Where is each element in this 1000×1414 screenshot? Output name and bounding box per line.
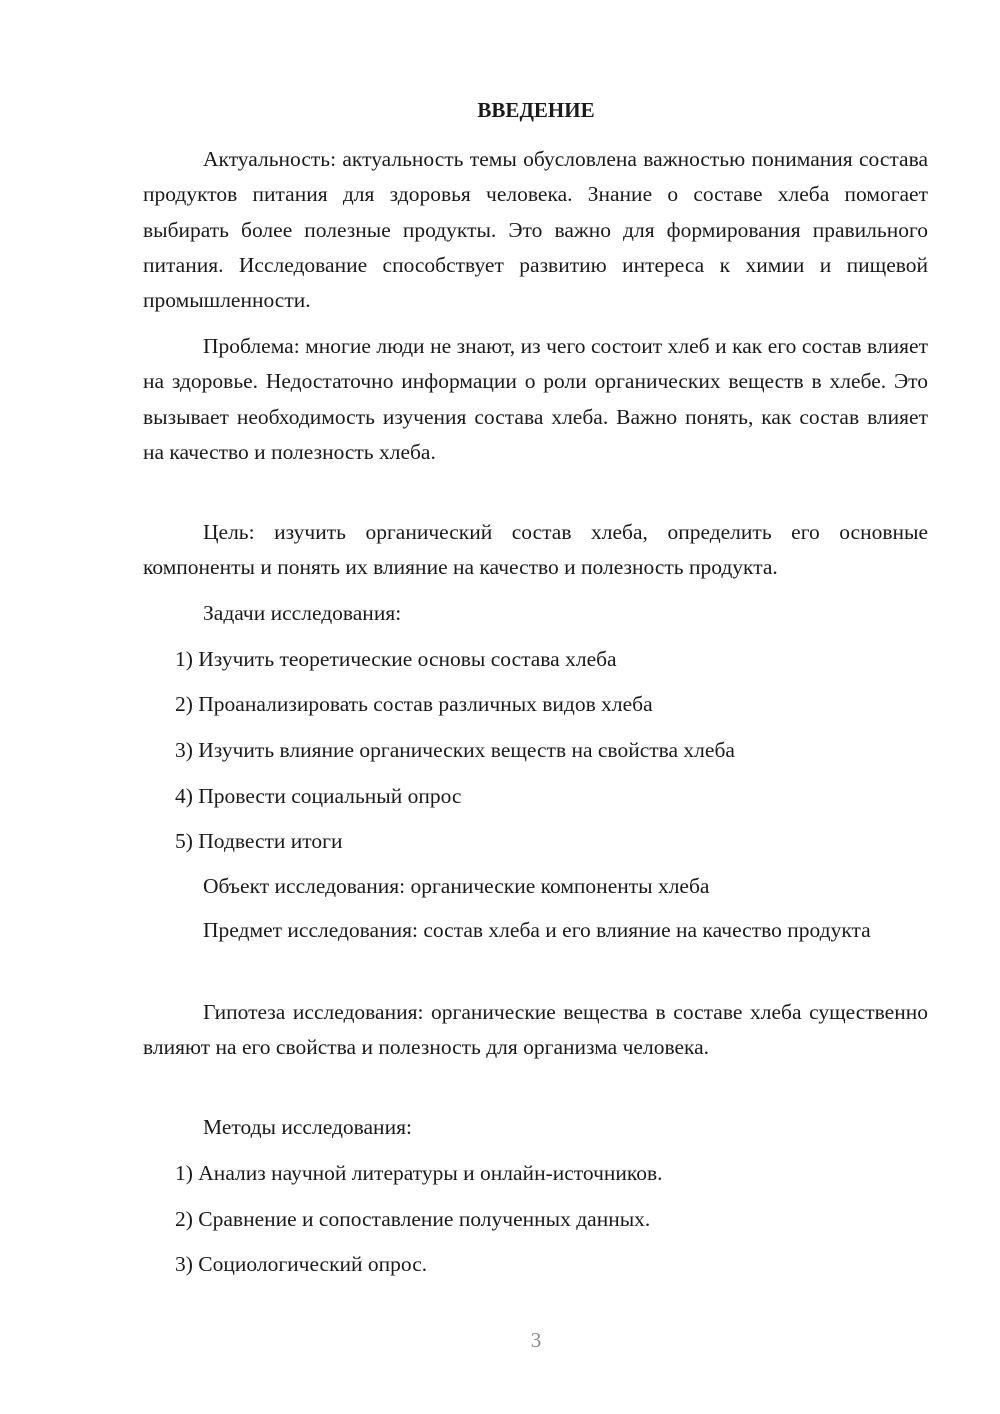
problem-text: Проблема: многие люди не знают, из чего состоит хлеб и как его состав влияет на здоровье. Недостаточно информации о роли органических веществ в хлебе. Это вызывает необходимость изучения состава хлеба. Важно понять, как состав влияет на качество и полезность хлеба. [143,334,928,464]
subject-paragraph [143,913,928,948]
object-line: Объект исследования: органические компоненты хлеба [203,874,710,898]
method-item: 3) Социологический опрос. [175,1252,428,1276]
task-item: 2) Проанализировать состав различных видов хлеба [175,692,653,716]
goal-text: Цель: изучить органический состав хлеба, определить его основные компоненты и понять их влияние на качество и полезность продукта. [143,520,928,580]
task-item: 5) Подвести итоги [175,829,343,853]
relevance-paragraph [143,142,928,318]
tasks-heading: Задачи исследования: [203,601,402,625]
method-item: 1) Анализ научной литературы и онлайн-источников. [175,1161,663,1185]
task-item: 1) Изучить теоретические основы состава хлеба [175,647,617,671]
relevance-text: Актуальность: актуальность темы обусловлена важностью понимания состава продуктов питания для здоровья человека. Знание о составе хлеба помогает выбирать более полезные продукты. Это важно для формирования правильного питания. Исследование способствует развитию интереса к химии и пищевой промышленности. [143,147,928,313]
task-item: 3) Изучить влияние органических веществ на свойства хлеба [175,738,735,762]
goal-paragraph [143,515,928,586]
section-title: ВВЕДЕНИЕ [477,98,595,122]
method-item: 2) Сравнение и сопоставление полученных данных. [175,1207,651,1231]
subject-text: Предмет исследования: состав хлеба и его влияние на качество продукта [203,918,871,942]
page-number: 3 [530,1328,542,1352]
problem-paragraph [143,329,928,470]
hypothesis-text: Гипотеза исследования: органические вещества в составе хлеба существенно влияют на его свойства и полезность для организма человека. [143,1000,928,1060]
hypothesis-paragraph [143,995,928,1066]
methods-heading: Методы исследования: [203,1115,412,1139]
task-item: 4) Провести социальный опрос [175,784,462,808]
